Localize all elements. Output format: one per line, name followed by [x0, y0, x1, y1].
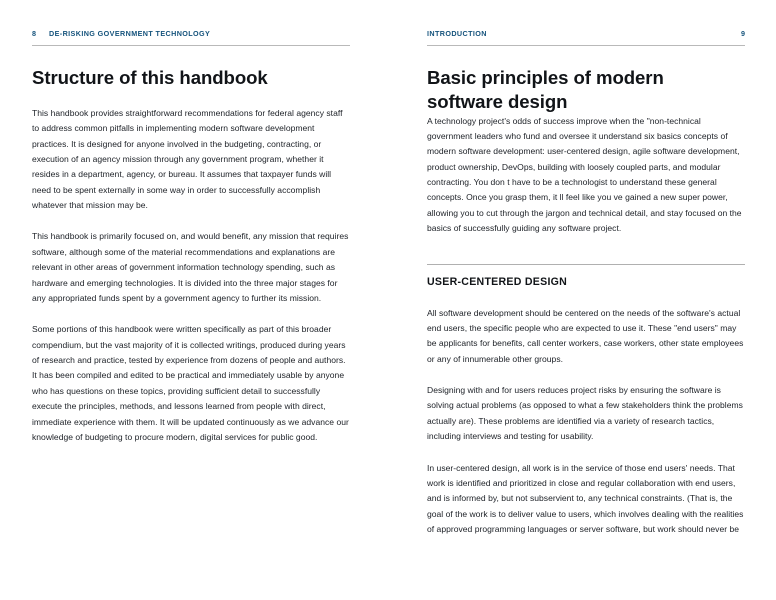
section-title: USER-CENTERED DESIGN: [427, 275, 568, 288]
paragraph: This handbook is primarily focused on, and would benefit, any mission that requires software, although some of the material recommendations and explanations are relevant in other areas of government information technology spending, such as hardware and emerging technologies. It is divided into the three major stages for any appropriated funds spent by a government agency to further its mission.: [32, 231, 349, 303]
running-head-right: [427, 0, 745, 46]
running-head-left: [32, 0, 350, 46]
header-divider-right: [427, 45, 745, 46]
running-title-left: DE-RISKING GOVERNMENT TECHNOLOGY: [49, 28, 211, 38]
paragraph: A technology project's odds of success improve when the "non-technical government leaders who fund and oversee it understand six basics concepts of modern software development: user-centered design, agile software development, product ownership, DevOps, building with loosely coupled parts, and modular contracting. You don t have to be a technologist to understand these general concepts. Once you grasp them, it ll feel like you ve gained a new super power, allowing you to cut through the jargon and technical detail, and stay focused on the basics of successfully guiding any software project.: [427, 115, 742, 234]
paragraph: Designing with and for users reduces project risks by ensuring the software is solving actual problems (as opposed to what a few stakeholders think the problems actually are). These problems are identified via a variety of research tactics, including interviews and testing for usability.: [427, 385, 743, 442]
paragraph: Some portions of this handbook were written specifically as part of this broader compendium, but the vast majority of it is collected writings, produced during years of research and practice, tested by experience from dozens of people and authors. It has been compiled and edited to be practical and immediately usable by anyone who has questions on these topics, providing sufficient detail to successfully execute the principles, methods, and lessons learned from people with direct, immediate experience with them. It will be updated continuously as we advance our knowledge of budgeting to procure modern, digital services for public good.: [32, 324, 349, 442]
page-title-right: Basic principles of modern software design: [427, 67, 664, 112]
page-right: [388, 0, 776, 600]
section-divider: [427, 264, 745, 265]
header-divider-left: [32, 45, 350, 46]
section-header-user-centered-design: [427, 264, 745, 288]
page-number-right: 9: [741, 28, 745, 38]
running-title-right: INTRODUCTION: [427, 28, 487, 38]
page-number-left: 8: [32, 28, 36, 38]
paragraph: In user-centered design, all work is in the service of those end users' needs. That work is identified and prioritized in close and regular collaboration with end users, and is informed by, but not subservient to, any technical constraints. (That is, the goal of the work is to deliver value to users, which involves dealing with the realities of approved programming languages or server software, but work should never be: [427, 462, 744, 535]
paragraph: This handbook provides straightforward recommendations for federal agency staff to address common pitfalls in implementing modern software development practices. It is designed for anyone involved in the budgeting, contracting, or execution of an agency mission through any government program, whether it resides in a department, agency, or bureau. It assumes that taxpayer funds will need to be spent externally in some way in order to successfully accomplish whatever that mission may be.: [32, 107, 343, 211]
page-title-left: Structure of this handbook: [32, 67, 268, 88]
paragraph: All software development should be centered on the needs of the software's actual end users, the specific people who are expected to use it. These "end users" may be applicants for benefits, call center workers, case workers, other state employees or any of innumerable other groups.: [427, 307, 744, 364]
